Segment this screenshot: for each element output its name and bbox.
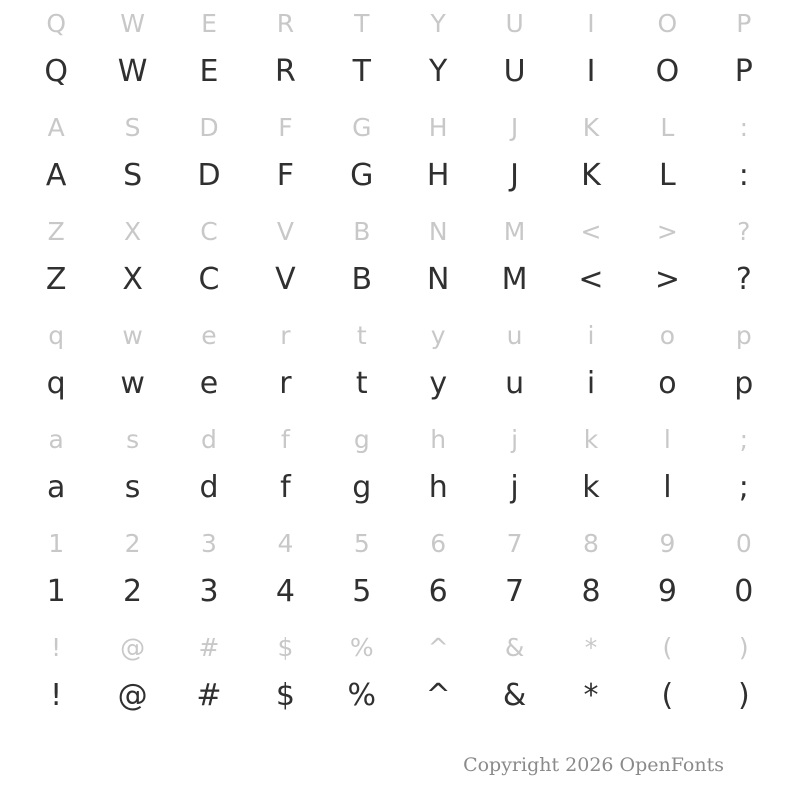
- glyph-cell: 5: [352, 574, 372, 609]
- glyph-cell: q: [48, 320, 65, 350]
- glyph-cell: L: [660, 112, 675, 142]
- glyph-cell: J: [510, 158, 520, 193]
- glyph-cell: #: [196, 678, 222, 713]
- glyph-cell: *: [584, 632, 598, 662]
- glyph-cell: a: [47, 470, 66, 505]
- glyph-cell: p: [735, 320, 752, 350]
- glyph-cell: A: [47, 112, 65, 142]
- specimen-row-block: [18, 416, 782, 514]
- glyph-cell: 5: [353, 528, 370, 558]
- glyph-cell: ?: [737, 216, 751, 246]
- glyph-cell: 0: [735, 528, 752, 558]
- glyph-cell: 7: [505, 574, 525, 609]
- glyph-cell: u: [505, 366, 525, 401]
- glyph-cell: W: [117, 54, 148, 89]
- glyph-cell: 6: [428, 574, 448, 609]
- specimen-row-dark: [18, 150, 782, 202]
- glyph-cell: %: [347, 678, 377, 713]
- glyph-cell: 3: [201, 528, 217, 558]
- glyph-cell: &: [504, 632, 525, 662]
- glyph-cell: <: [580, 216, 602, 246]
- glyph-cell: h: [428, 470, 448, 505]
- glyph-cell: %: [349, 632, 374, 662]
- specimen-row-block: [18, 0, 782, 98]
- glyph-cell: P: [736, 8, 752, 38]
- specimen-row-light: [18, 416, 782, 462]
- glyph-cell: U: [503, 54, 526, 89]
- glyph-cell: O: [655, 54, 680, 89]
- glyph-cell: F: [276, 158, 295, 193]
- glyph-cell: V: [276, 216, 294, 246]
- glyph-cell: j: [510, 470, 519, 505]
- glyph-cell: i: [586, 366, 596, 401]
- specimen-row-dark: [18, 358, 782, 410]
- glyph-cell: O: [657, 8, 678, 38]
- glyph-cell: 9: [659, 528, 676, 558]
- specimen-row-dark: [18, 670, 782, 722]
- glyph-cell: 8: [581, 574, 601, 609]
- glyph-cell: l: [663, 470, 672, 505]
- glyph-cell: ^: [427, 632, 449, 662]
- glyph-cell: ^: [425, 678, 451, 713]
- glyph-cell: d: [201, 424, 217, 454]
- specimen-row-light: [18, 312, 782, 358]
- glyph-cell: B: [351, 262, 373, 297]
- glyph-cell: 9: [657, 574, 677, 609]
- specimen-row-light: [18, 104, 782, 150]
- glyph-cell: l: [663, 424, 671, 454]
- glyph-cell: o: [658, 366, 677, 401]
- glyph-cell: @: [120, 632, 146, 662]
- glyph-cell: I: [586, 54, 596, 89]
- glyph-cell: T: [354, 8, 370, 38]
- glyph-cell: R: [276, 8, 295, 38]
- glyph-cell: V: [275, 262, 296, 297]
- glyph-cell: ): [738, 632, 749, 662]
- glyph-cell: s: [124, 470, 141, 505]
- glyph-cell: !: [50, 678, 63, 713]
- glyph-cell: 2: [123, 574, 143, 609]
- glyph-cell: D: [199, 112, 219, 142]
- glyph-cell: ;: [738, 470, 749, 505]
- glyph-cell: d: [199, 470, 219, 505]
- glyph-cell: $: [277, 632, 294, 662]
- glyph-cell: @: [117, 678, 148, 713]
- glyph-cell: R: [274, 54, 296, 89]
- glyph-cell: f: [280, 424, 290, 454]
- glyph-cell: 4: [275, 574, 295, 609]
- specimen-row-dark: [18, 46, 782, 98]
- specimen-row-dark: [18, 254, 782, 306]
- glyph-cell: N: [428, 216, 448, 246]
- specimen-row-dark: [18, 462, 782, 514]
- glyph-cell: t: [356, 320, 367, 350]
- glyph-cell: X: [122, 262, 143, 297]
- specimen-row-light: [18, 520, 782, 566]
- glyph-cell: s: [126, 424, 140, 454]
- glyph-cell: ;: [739, 424, 749, 454]
- glyph-cell: >: [654, 262, 680, 297]
- specimen-row-block: [18, 312, 782, 410]
- glyph-cell: <: [578, 262, 604, 297]
- glyph-cell: (: [661, 678, 674, 713]
- specimen-row-light: [18, 0, 782, 46]
- glyph-cell: M: [503, 216, 526, 246]
- glyph-cell: D: [197, 158, 221, 193]
- glyph-cell: ): [737, 678, 750, 713]
- glyph-cell: f: [280, 470, 291, 505]
- glyph-cell: :: [738, 158, 749, 193]
- glyph-cell: g: [352, 470, 372, 505]
- glyph-cell: H: [428, 112, 448, 142]
- glyph-cell: U: [505, 8, 524, 38]
- glyph-cell: u: [506, 320, 523, 350]
- specimen-row-block: [18, 208, 782, 306]
- glyph-cell: w: [120, 366, 145, 401]
- glyph-cell: M: [501, 262, 528, 297]
- glyph-cell: C: [200, 216, 218, 246]
- glyph-cell: (: [662, 632, 673, 662]
- glyph-cell: 1: [48, 528, 65, 558]
- glyph-cell: :: [739, 112, 749, 142]
- glyph-cell: r: [279, 366, 292, 401]
- glyph-cell: Q: [46, 8, 67, 38]
- glyph-cell: K: [581, 158, 601, 193]
- glyph-cell: j: [511, 424, 519, 454]
- glyph-cell: p: [734, 366, 754, 401]
- glyph-cell: w: [122, 320, 143, 350]
- glyph-cell: G: [350, 158, 374, 193]
- glyph-cell: i: [587, 320, 595, 350]
- glyph-cell: T: [352, 54, 371, 89]
- glyph-cell: S: [124, 112, 141, 142]
- glyph-cell: I: [587, 8, 595, 38]
- glyph-cell: 2: [124, 528, 141, 558]
- glyph-cell: g: [353, 424, 370, 454]
- glyph-cell: P: [734, 54, 753, 89]
- glyph-cell: Q: [44, 54, 68, 89]
- specimen-row-block: [18, 520, 782, 618]
- glyph-cell: >: [656, 216, 678, 246]
- glyph-cell: Y: [429, 54, 448, 89]
- glyph-cell: H: [426, 158, 450, 193]
- glyph-cell: q: [46, 366, 66, 401]
- glyph-cell: N: [426, 262, 450, 297]
- glyph-cell: &: [502, 678, 527, 713]
- glyph-cell: *: [583, 678, 599, 713]
- specimen-row-block: [18, 104, 782, 202]
- glyph-cell: S: [123, 158, 143, 193]
- glyph-cell: J: [510, 112, 519, 142]
- glyph-cell: A: [45, 158, 67, 193]
- specimen-row-light: [18, 624, 782, 670]
- glyph-cell: k: [582, 470, 600, 505]
- copyright-notice: Copyright 2026 OpenFonts: [463, 754, 724, 776]
- glyph-cell: B: [353, 216, 371, 246]
- glyph-cell: 7: [506, 528, 523, 558]
- glyph-cell: o: [659, 320, 676, 350]
- glyph-cell: W: [120, 8, 145, 38]
- glyph-cell: Z: [47, 216, 65, 246]
- glyph-cell: 4: [277, 528, 294, 558]
- glyph-cell: !: [51, 632, 62, 662]
- glyph-cell: ?: [735, 262, 752, 297]
- glyph-cell: k: [583, 424, 599, 454]
- glyph-cell: X: [124, 216, 142, 246]
- glyph-cell: r: [280, 320, 291, 350]
- glyph-cell: L: [659, 158, 676, 193]
- glyph-cell: 1: [46, 574, 66, 609]
- glyph-cell: h: [430, 424, 447, 454]
- glyph-cell: a: [48, 424, 64, 454]
- specimen-row-dark: [18, 566, 782, 618]
- specimen-row-block: [18, 624, 782, 722]
- glyph-cell: 8: [583, 528, 599, 558]
- glyph-cell: $: [275, 678, 295, 713]
- glyph-cell: t: [355, 366, 368, 401]
- glyph-cell: E: [199, 54, 219, 89]
- glyph-cell: y: [430, 320, 446, 350]
- glyph-cell: #: [198, 632, 220, 662]
- glyph-cell: F: [278, 112, 293, 142]
- glyph-cell: Y: [430, 8, 446, 38]
- glyph-cell: e: [201, 320, 217, 350]
- glyph-cell: Z: [45, 262, 67, 297]
- glyph-cell: C: [198, 262, 220, 297]
- glyph-cell: 6: [430, 528, 447, 558]
- glyph-cell: y: [429, 366, 448, 401]
- glyph-cell: 3: [199, 574, 219, 609]
- glyph-cell: E: [201, 8, 217, 38]
- glyph-cell: e: [199, 366, 219, 401]
- glyph-cell: G: [352, 112, 372, 142]
- glyph-cell: K: [582, 112, 600, 142]
- specimen-row-light: [18, 208, 782, 254]
- glyph-cell: 0: [734, 574, 754, 609]
